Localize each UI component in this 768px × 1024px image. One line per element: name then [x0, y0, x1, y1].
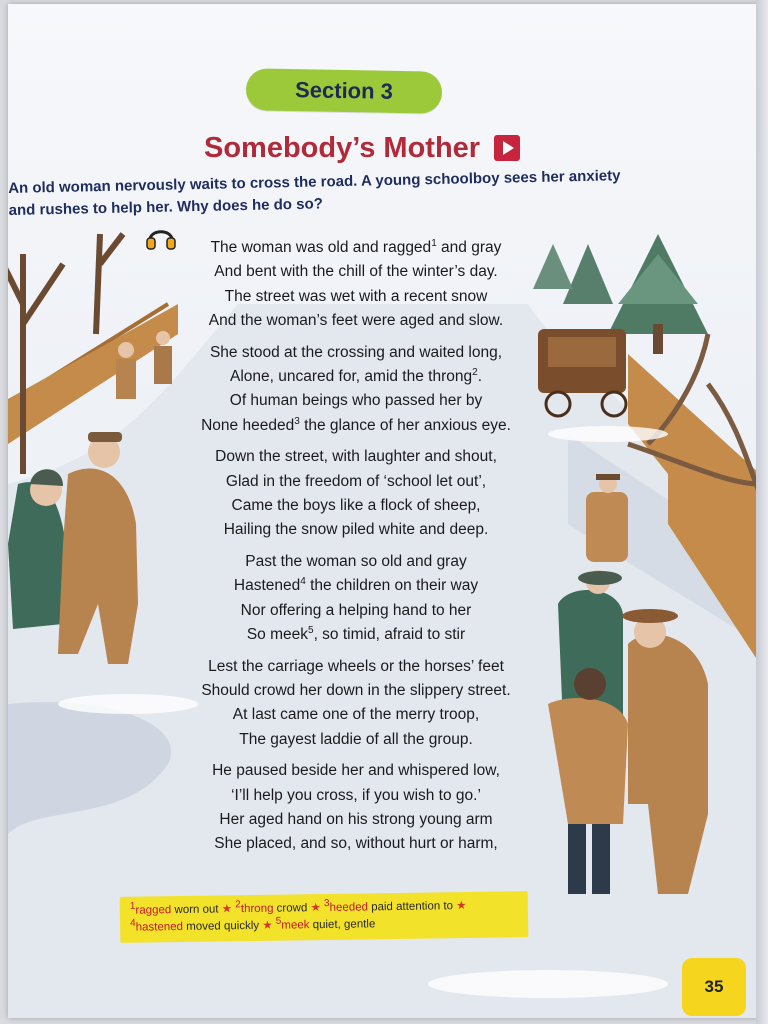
poem-line-text: the children on their way [305, 577, 479, 595]
poem-line-text: The street was wet with a recent snow [224, 287, 488, 305]
poem-line-text: So meek [246, 626, 308, 644]
poem-stanza [170, 341, 542, 439]
poem-line [170, 365, 542, 389]
poem-line-text: Hastened [233, 577, 301, 595]
poem-line-text: Of human beings who passed her by [229, 392, 483, 410]
poem-line-text: Nor offering a helping hand to her [240, 601, 472, 619]
star-icon: ★ [259, 919, 276, 932]
poem-line [170, 784, 542, 808]
page-number: 35 [682, 958, 746, 1016]
textbook-page [8, 4, 760, 1018]
poem-line-text: The gayest laddie of all the group. [239, 730, 473, 748]
poem-line-text: Lest the carriage wheels or the horses’ feet [208, 657, 504, 675]
glossary-word: ragged [135, 904, 172, 917]
glossary-meaning: crowd [276, 902, 308, 915]
glossary-meaning: worn out [174, 903, 219, 917]
poem-line-text: And bent with the chill of the winter’s day. [214, 263, 498, 281]
poem-title: Somebody’s Mother [204, 131, 481, 164]
poem-line-text: Glad in the freedom of ‘school let out’, [225, 472, 487, 490]
glossary-meaning: quiet, gentle [312, 918, 376, 932]
poem-line-text: At last came one of the merry troop, [232, 706, 480, 724]
glossary-number: 5 [275, 915, 282, 927]
poem-line [170, 574, 542, 598]
star-icon: ★ [307, 901, 325, 915]
intro-line: An old woman nervously waits to cross the road. A young schoolboy sees her anxiety [8, 167, 621, 197]
poem-line [170, 550, 542, 574]
poem-line [170, 309, 542, 333]
poem-stanza [170, 550, 542, 648]
intro-line: and rushes to help her. Why does he do so? [8, 195, 324, 219]
poem-line-text: She placed, and so, without hurt or harm, [214, 835, 498, 853]
footnote-marker: 5 [308, 624, 314, 636]
poem-line-text: and gray [436, 239, 502, 256]
poem-line-text: The woman was old and ragged [210, 239, 432, 256]
footnote-marker: 2 [472, 366, 478, 378]
glossary-box [120, 891, 529, 943]
glossary-word: hastened [135, 920, 184, 934]
poem-line-text: And the woman’s feet were aged and slow. [208, 312, 504, 330]
poem-line-text: Alone, uncared for, amid the throng [229, 368, 473, 386]
poem-line [170, 599, 542, 623]
poem-line-text: Her aged hand on his strong young arm [219, 810, 493, 828]
poem-stanza [170, 445, 542, 543]
poem-line [170, 655, 542, 679]
play-icon[interactable] [494, 135, 520, 161]
poem-line [170, 341, 542, 365]
poem-line-text: Hailing the snow piled white and deep. [223, 521, 489, 539]
poem-line [170, 470, 542, 494]
poem-line-text: Came the boys like a flock of sheep, [231, 497, 481, 515]
glossary-number: 1 [129, 900, 136, 912]
poem-line [170, 832, 542, 856]
poem-line-text: Past the woman so old and gray [245, 552, 467, 570]
section-label [246, 68, 443, 113]
footnote-marker: 3 [294, 415, 300, 427]
poem-line [170, 623, 542, 647]
section-label-text: Section 3 [294, 77, 394, 104]
poem-line [170, 236, 542, 260]
poem-line [170, 728, 542, 752]
poem-line [170, 260, 542, 284]
footnote-marker: 4 [300, 576, 306, 588]
poem-line [170, 759, 542, 783]
page-edge [756, 0, 768, 1024]
poem-line [170, 679, 542, 703]
glossary-meaning: paid attention to [371, 900, 454, 914]
poem-line-text: . [477, 368, 482, 386]
poem-line [170, 703, 542, 727]
glossary-number: 3 [323, 898, 330, 910]
poem-stanza [170, 759, 542, 857]
poem-line-text: She stood at the crossing and waited long, [209, 343, 503, 361]
poem-line-text: , so timid, afraid to stir [313, 626, 466, 644]
poem-line-text: Down the street, with laughter and shout, [215, 448, 497, 466]
glossary-number: 4 [129, 917, 136, 929]
poem-line [170, 414, 542, 438]
footnote-marker: 1 [431, 237, 437, 249]
poem-stanza [170, 236, 542, 334]
poem-line [170, 389, 542, 413]
glossary-word: meek [281, 919, 310, 932]
poem-stanza [170, 655, 542, 753]
glossary-word: throng [240, 902, 274, 916]
poem-line [170, 285, 542, 309]
poem-line [170, 494, 542, 518]
poem-line-text: the glance of her anxious eye. [299, 416, 511, 434]
poem-line-text: Should crowd her down in the slippery street. [201, 681, 511, 699]
glossary-word: heeded [329, 901, 369, 914]
poem-line-text: He paused beside her and whispered low, [212, 762, 500, 780]
poem-body [170, 236, 542, 864]
star-icon: ★ [452, 900, 467, 913]
poem-line [170, 445, 542, 469]
poem-line [170, 808, 542, 832]
glossary-meaning: moved quickly [186, 919, 260, 933]
poem-line [170, 518, 542, 542]
star-icon: ★ [218, 903, 236, 916]
glossary-number: 2 [235, 899, 241, 911]
poem-line-text: None heeded [201, 416, 295, 434]
poem-line-text: ‘I’ll help you cross, if you wish to go.’ [231, 786, 481, 804]
page-title [204, 126, 544, 170]
